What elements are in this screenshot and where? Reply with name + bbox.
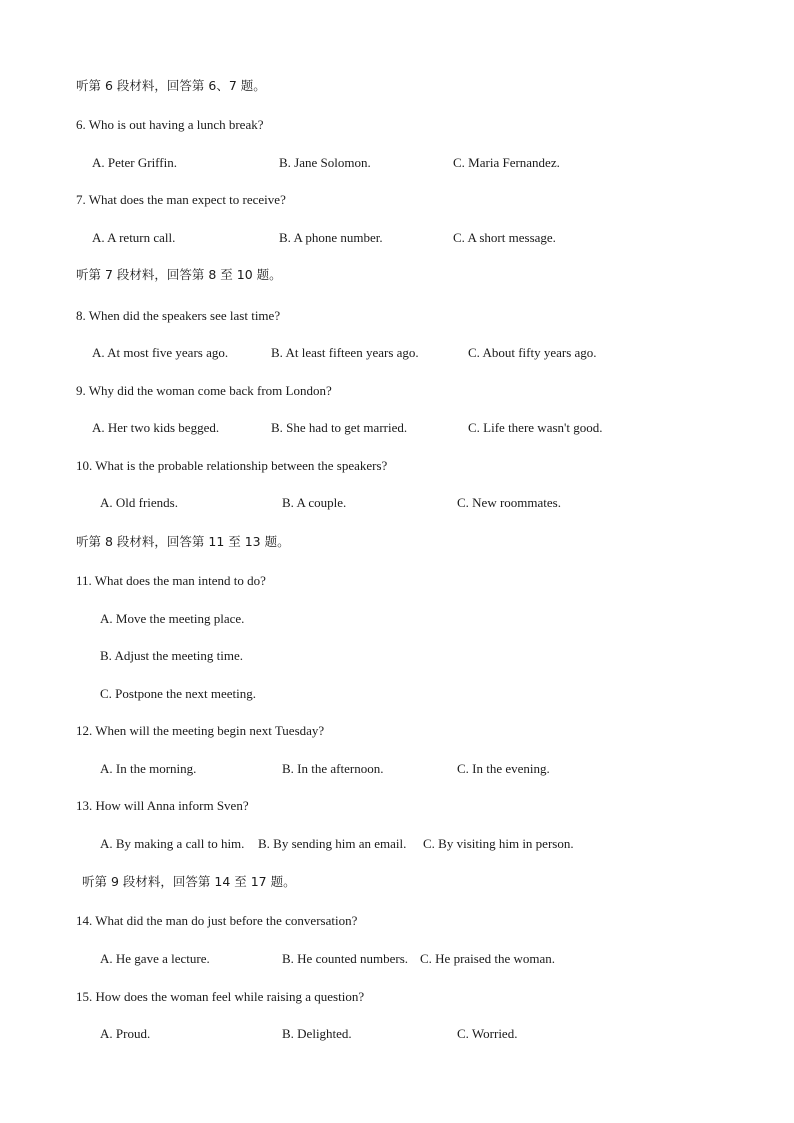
question-11-option-a: A. Move the meeting place. (100, 611, 245, 626)
question-9-stem: 9. Why did the woman come back from London? (76, 383, 332, 398)
question-12-stem: 12. When will the meeting begin next Tuesday? (76, 723, 325, 738)
question-11-stem: 11. What does the man intend to do? (76, 573, 266, 588)
question-10-option-b: B. A couple. (282, 495, 347, 510)
question-10-option-a: A. Old friends. (100, 495, 178, 510)
question-14-option-b: B. He counted numbers. (282, 951, 409, 966)
section-heading-9: 听第 9 段材料，回答第 14 至 17 题。 (82, 874, 296, 889)
question-15-option-c: C. Worried. (457, 1026, 518, 1041)
question-8-option-c: C. About fifty years ago. (468, 345, 597, 360)
question-7-option-c: C. A short message. (453, 230, 556, 245)
question-7-option-b: B. A phone number. (279, 230, 383, 245)
question-6-option-b: B. Jane Solomon. (279, 155, 371, 170)
question-6-option-a: A. Peter Griffin. (92, 155, 177, 170)
question-14-option-c: C. He praised the woman. (420, 951, 556, 966)
question-9-option-c: C. Life there wasn't good. (468, 420, 603, 435)
question-9-option-a: A. Her two kids begged. (92, 420, 220, 435)
question-12-option-c: C. In the evening. (457, 761, 550, 776)
question-8-stem: 8. When did the speakers see last time? (76, 308, 281, 323)
question-11-option-b: B. Adjust the meeting time. (100, 648, 243, 663)
section-heading-8: 听第 8 段材料，回答第 11 至 13 题。 (76, 534, 290, 549)
question-15-stem: 15. How does the woman feel while raising a question? (76, 989, 365, 1004)
question-8-option-b: B. At least fifteen years ago. (271, 345, 419, 360)
question-14-stem: 14. What did the man do just before the conversation? (76, 913, 358, 928)
question-13-stem: 13. How will Anna inform Sven? (76, 798, 249, 813)
question-12-option-a: A. In the morning. (100, 761, 197, 776)
question-15-option-b: B. Delighted. (282, 1026, 352, 1041)
question-12-option-b: B. In the afternoon. (282, 761, 384, 776)
question-6-stem: 6. Who is out having a lunch break? (76, 117, 264, 132)
question-11-option-c: C. Postpone the next meeting. (100, 686, 256, 701)
question-14-option-a: A. He gave a lecture. (100, 951, 210, 966)
question-10-stem: 10. What is the probable relationship between the speakers? (76, 458, 388, 473)
question-7-stem: 7. What does the man expect to receive? (76, 192, 286, 207)
question-8-option-a: A. At most five years ago. (92, 345, 229, 360)
question-9-option-b: B. She had to get married. (271, 420, 408, 435)
question-13-option-c: C. By visiting him in person. (423, 836, 574, 851)
question-10-option-c: C. New roommates. (457, 495, 561, 510)
question-15-option-a: A. Proud. (100, 1026, 151, 1041)
question-6-option-c: C. Maria Fernandez. (453, 155, 560, 170)
question-7-option-a: A. A return call. (92, 230, 176, 245)
question-13-option-a: A. By making a call to him. (100, 836, 245, 851)
section-heading-6: 听第 6 段材料，回答第 6、7 题。 (76, 78, 266, 93)
section-heading-7: 听第 7 段材料，回答第 8 至 10 题。 (76, 267, 282, 282)
question-13-option-b: B. By sending him an email. (258, 836, 407, 851)
